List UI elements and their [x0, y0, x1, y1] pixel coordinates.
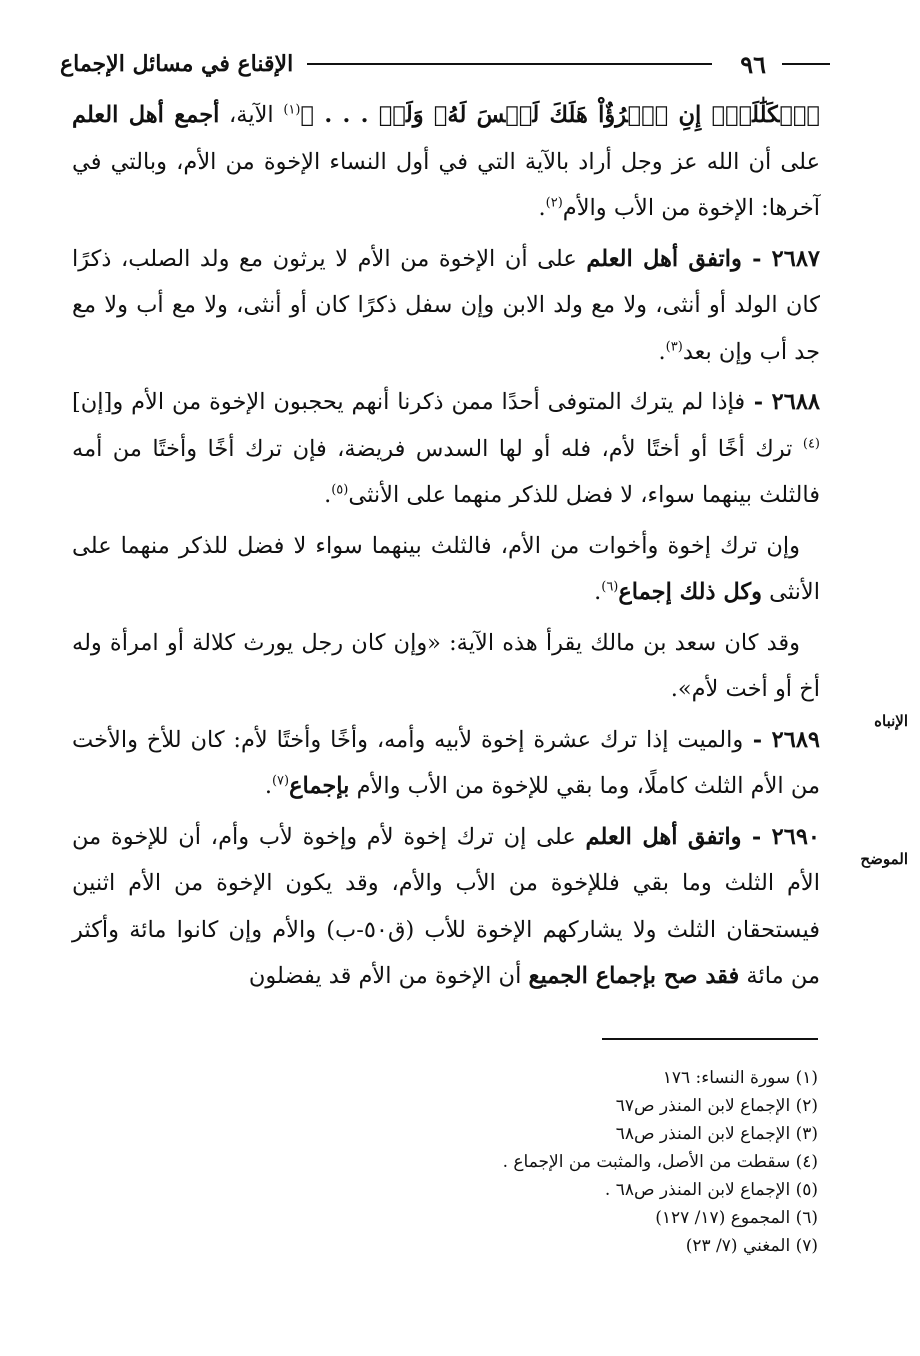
paragraph-saad-reading [72, 620, 820, 713]
footnote: (٣) الإجماع لابن المنذر ص٦٨ [615, 1124, 818, 1144]
period: . [324, 482, 332, 508]
period: . [538, 195, 546, 221]
bold-phrase: واتفق أهل العلم [586, 245, 742, 272]
issue-number: ٢٦٨٧ - [741, 245, 820, 272]
footnote-ref: (٥) [331, 482, 349, 498]
footnote: (٤) سقطت من الأصل، والمثبت من الإجماع . [502, 1152, 818, 1172]
page-header [60, 44, 830, 84]
page-number: ٩٦ [740, 49, 766, 79]
issue-number: ٢٦٨٩ - [743, 726, 820, 753]
header-rule [307, 63, 712, 65]
bold-phrase: فقد صح بإجماع الجميع [528, 963, 740, 989]
margin-note-mudih: الموضح [860, 850, 908, 868]
period: . [264, 773, 272, 799]
paragraph-text: والميت إذا ترك عشرة إخوة لأبيه وأمه، وأخًا وأختًا لأم: كان للأخ والأخت من الأم الثلث كاملًا، وما بقي للإخوة من الأب والأم [72, 726, 820, 799]
paragraph-text: فإذا لم يترك المتوفى أحدًا ممن ذكرنا أنهم يحجبون الإخوة من الأم و[إن] [72, 389, 746, 415]
bold-phrase: أجمع أهل العلم [72, 102, 220, 128]
period: . [658, 338, 666, 365]
issue-number: ٢٦٩٠ - [741, 823, 820, 850]
footnote-separator [602, 1038, 818, 1040]
footnotes [300, 1064, 818, 1260]
main-text [72, 92, 820, 1000]
paragraph-text: الآية، [219, 102, 284, 128]
paragraph-2688 [72, 379, 820, 519]
quran-verse: ٱلۡكَلَٰلَةِۚ إِنِ ٱمۡرُؤٌاْ هَلَكَ لَيۡسَ لَهُۥ وَلَدٞ . . . ﴾ [300, 102, 820, 128]
header-dash-right [782, 63, 830, 65]
footnote: (١) سورة النساء: ١٧٦ [662, 1068, 818, 1088]
footnote-ref: (١) [283, 102, 301, 118]
bold-phrase: واتفق أهل العلم [585, 823, 742, 850]
footnote: (٧) المغني (٧/ ٢٣) [685, 1236, 818, 1256]
footnote-ref: (٣) [665, 339, 683, 354]
issue-number: ٢٦٨٨ - [745, 389, 820, 415]
paragraph-text: على أن الإخوة من الأم لا يرثون مع ولد الصلب، ذكرًا كان الولد أو أنثى، ولا مع ولد الابن وإن سفل ذكرًا كان أو أنثى، ولا مع أب ولا مع جد أب وإن بعد [72, 245, 820, 365]
bold-phrase: وكل ذلك إجماع [618, 579, 762, 605]
footnote: (٥) الإجماع لابن المنذر ص٦٨ . [604, 1180, 818, 1200]
paragraph-text: على إن ترك إخوة لأم وإخوة لأب وأم، أن للإخوة من الأم الثلث وما بقي فللإخوة من الأب والأم، وقد يكون الإخوة من الأم اثنين فيستحقان الثلث ولا يشاركهم الإخوة للأب (ق٥٠-ب) والأم وإن كانوا مائة وأكثر من مائة [72, 823, 820, 989]
footnote-ref: (٧) [271, 773, 290, 789]
paragraph-text: وإن ترك إخوة وأخوات من الأم، فالثلث بينهما سواء لا فضل للذكر منهما على الأنثى [72, 532, 820, 605]
margin-note-inbah: الإنباه [874, 712, 908, 730]
footnote-ref: (٢) [545, 195, 563, 211]
paragraph-2687 [72, 236, 820, 376]
period: . [594, 579, 602, 605]
bold-phrase: بإجماع [289, 773, 350, 799]
footnote-ref: (٦) [601, 579, 619, 595]
book-title: الإقناع في مسائل الإجماع [60, 51, 294, 77]
paragraph-text: أن الإخوة من الأم قد يفضلون [248, 963, 529, 989]
paragraph-verse-commentary [72, 92, 820, 232]
paragraph-text: ترك أخًا أو أختًا لأم، فله أو لها السدس فريضة، فإن ترك أخًا وأختًا من أمه فالثلث بينهما سواء، لا فضل للذكر منهما على الأنثى [72, 435, 820, 508]
paragraph-text: على أن الله عز وجل أراد بالآية التي في أول النساء الإخوة من الأم، وبالتي في آخرها: الإخوة من الأب والأم [72, 148, 820, 221]
paragraph-2689 [72, 717, 820, 810]
paragraph-brothers-sisters [72, 523, 820, 616]
paragraph-text: وقد كان سعد بن مالك يقرأ هذه الآية: «وإن كان رجل يورث كلالة أو امرأة وله أخ أو أخت لأم». [72, 629, 820, 702]
paragraph-2690 [72, 814, 820, 1000]
footnote-ref: (٤) [802, 436, 820, 451]
footnote: (٦) المجموع (١٧/ ١٢٧) [655, 1208, 818, 1228]
footnote: (٢) الإجماع لابن المنذر ص٦٧ [615, 1096, 818, 1116]
